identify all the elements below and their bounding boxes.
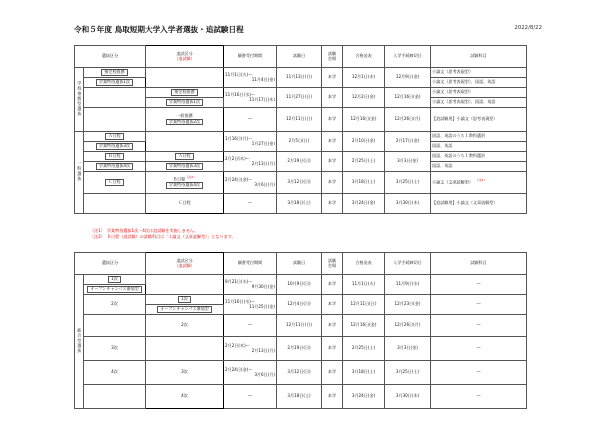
kamoku-cell: 小論文（思考表現型） bbox=[431, 88, 527, 98]
list-item: Ｂ日程 bbox=[84, 152, 146, 162]
tsuishi-cell: Ｂ日程$^{(注2)}$ 学業特待選抜4次 bbox=[146, 172, 224, 194]
tetsuzuki-cell: 3月3日(金) bbox=[385, 152, 431, 172]
shiken-cell: 12月11日(日) bbox=[277, 315, 322, 337]
kaijo-cell: 本学 bbox=[322, 385, 343, 409]
kikan-cell: 2月2日(木)～ 2月13日(月) bbox=[224, 152, 277, 172]
col-gokaku: 合格発表 bbox=[343, 253, 385, 275]
list-item: 3次 bbox=[84, 337, 146, 361]
footnote: （注1） 学業特待選抜1次・4次は追試験を実施しません。 bbox=[90, 228, 199, 233]
shiken-cell: 3月18日(土) bbox=[277, 194, 322, 214]
kikan-cell: 1月16日(月)～ 1月27日(金) bbox=[224, 132, 277, 152]
list-item bbox=[84, 315, 146, 337]
tetsuzuki-cell: 12月16日(金) bbox=[385, 88, 431, 108]
list-item: 学業特待選抜3次 bbox=[84, 142, 146, 152]
kamoku-cell: ― bbox=[431, 361, 527, 385]
shiken-cell: 3月18日(土) bbox=[277, 385, 322, 409]
kaijo-cell: 本学 bbox=[322, 194, 343, 214]
list-item: 学業特待選抜1次 bbox=[84, 78, 146, 88]
kaijo-cell: 本学 bbox=[322, 152, 343, 172]
tsuishi-cell bbox=[146, 132, 224, 152]
tetsuzuki-cell: 3月30日(木) bbox=[385, 194, 431, 214]
shiken-cell: 12月11日(日) bbox=[277, 108, 322, 132]
tetsuzuki-cell: 3月3日(金) bbox=[385, 337, 431, 361]
tsuishi-cell: オープンキャンパス参加型 bbox=[146, 305, 224, 315]
tsuishi-cell: Ｃ日程 bbox=[146, 194, 224, 214]
col-kamoku: 試験科目 bbox=[431, 253, 527, 275]
gokaku-cell: 11月1日(火) bbox=[343, 275, 385, 295]
group-label: 総合型選抜 bbox=[75, 275, 84, 409]
gokaku-cell: 3月24日(金) bbox=[343, 194, 385, 214]
list-item: Ａ日程 bbox=[84, 132, 146, 142]
tetsuzuki-cell: 3月30日(木) bbox=[385, 385, 431, 409]
shiken-cell: 12月4日(日) bbox=[277, 295, 322, 315]
col-kikan: 願書受付期間 bbox=[224, 253, 277, 275]
col-tsuishi: 追試区分 （追試験） bbox=[146, 253, 224, 275]
kikan-cell: 11月16日(水)～ 11月17日(木) bbox=[224, 88, 277, 108]
kaijo-cell: 本学 bbox=[322, 68, 343, 88]
kaijo-cell: 本学 bbox=[322, 337, 343, 361]
list-item bbox=[84, 194, 146, 214]
group-label: 学校推薦型選抜 bbox=[75, 68, 84, 132]
page-title: 令和５年度 鳥取短期大学入学者選抜・追試験日程 bbox=[74, 25, 244, 34]
gokaku-cell: 12月16日(金) bbox=[343, 108, 385, 132]
list-item: オープンキャンパス参加型 bbox=[84, 285, 146, 295]
col-tetsuzuki: 入学手続締切日 bbox=[385, 46, 431, 68]
tsuishi-cell: 2次 bbox=[146, 315, 224, 337]
kaijo-cell: 本学 bbox=[322, 172, 343, 194]
gokaku-cell: 12月1日(木) bbox=[343, 68, 385, 88]
gokaku-cell: 3月18日(土) bbox=[343, 361, 385, 385]
col-kamoku: 試験科目 bbox=[431, 46, 527, 68]
kikan-cell: 11月1日(火)～ 11月4日(金) bbox=[224, 68, 277, 88]
kamoku-cell: ― bbox=[431, 315, 527, 337]
kikan-cell: 9月21日(水)～ 9月30日(金) bbox=[224, 275, 277, 295]
schedule-table-recommendation-general bbox=[74, 45, 527, 214]
col-gokaku: 合格発表 bbox=[343, 46, 385, 68]
kamoku-cell: 国語、英語のうち１教科選択 bbox=[431, 132, 527, 142]
shiken-cell: 11月13日(日) bbox=[277, 68, 322, 88]
group-label: 一般選抜 bbox=[75, 132, 84, 214]
col-tetsuzuki: 入学手続締切日 bbox=[385, 253, 431, 275]
kaijo-cell: 本学 bbox=[322, 295, 343, 315]
kamoku-cell: 国語、英語 bbox=[431, 142, 527, 152]
kaijo-cell: 本学 bbox=[322, 315, 343, 337]
kaijo-cell: 本学 bbox=[322, 132, 343, 152]
kikan-cell: ― bbox=[224, 194, 277, 214]
kaijo-cell: 本学 bbox=[322, 108, 343, 132]
kikan-cell: 2月2日(木)～ 2月13日(月) bbox=[224, 337, 277, 361]
kamoku-cell: ― bbox=[431, 337, 527, 361]
list-item: 指定校推薦 bbox=[84, 68, 146, 78]
kikan-cell: ― bbox=[224, 108, 277, 132]
col-kikan: 願書受付期間 bbox=[224, 46, 277, 68]
shiken-cell: 2月19日(日) bbox=[277, 337, 322, 361]
kikan-cell: ― bbox=[224, 315, 277, 337]
kamoku-cell: 【追試験用】小論文（思考表現型） bbox=[431, 108, 527, 132]
kaijo-cell: 本学 bbox=[322, 361, 343, 385]
tetsuzuki-cell: 11月9日(水) bbox=[385, 275, 431, 295]
tsuishi-cell: 1次 bbox=[146, 295, 224, 305]
kikan-cell: 2月24日(金)～ 3月6日(月) bbox=[224, 361, 277, 385]
shiken-cell: 3月12日(日) bbox=[277, 172, 322, 194]
tetsuzuki-cell: 3月25日(土) bbox=[385, 361, 431, 385]
gokaku-cell: 3月18日(土) bbox=[343, 172, 385, 194]
gokaku-cell: 2月25日(土) bbox=[343, 337, 385, 361]
shiken-cell: 2月19日(日) bbox=[277, 152, 322, 172]
tsuishi-cell: 4次 bbox=[146, 385, 224, 409]
gokaku-cell: 2月10日(金) bbox=[343, 132, 385, 152]
shiken-cell: 2月5日(日) bbox=[277, 132, 322, 152]
tetsuzuki-cell: 12月26日(月) bbox=[385, 108, 431, 132]
col-shiken: 試験日 bbox=[277, 253, 322, 275]
document-date: 2022/8/22 bbox=[514, 25, 542, 31]
kamoku-cell: ― bbox=[431, 385, 527, 409]
tsuishi-cell: Ａ日程 bbox=[146, 152, 224, 162]
kamoku-cell: 小論文（思考表現型） bbox=[431, 68, 527, 78]
col-kubun: 選抜区分 bbox=[75, 253, 146, 275]
kamoku-cell: 小論文（文章読解型） $^{(注2)}$ bbox=[431, 172, 527, 194]
kikan-cell: 11月16日(水)～ 11月25日(金) bbox=[224, 295, 277, 315]
gokaku-cell: 12月2日(金) bbox=[343, 88, 385, 108]
list-item bbox=[84, 385, 146, 409]
gokaku-cell: 3月24日(金) bbox=[343, 385, 385, 409]
tsuishi-cell: 一般推薦 学業特待選抜2次 bbox=[146, 108, 224, 132]
col-kubun: 選抜区分 bbox=[75, 46, 146, 68]
col-kaijo: 試験 会場 bbox=[322, 253, 343, 275]
col-tsuishi: 追試区分 （追試験） bbox=[146, 46, 224, 68]
tsuishi-cell: 3次 bbox=[146, 361, 224, 385]
tsuishi-cell bbox=[146, 275, 224, 295]
list-item bbox=[84, 108, 146, 132]
col-shiken: 試験日 bbox=[277, 46, 322, 68]
list-item bbox=[84, 88, 146, 108]
tsuishi-cell: 学業特待選抜1次 bbox=[146, 98, 224, 108]
tetsuzuki-cell: 2月17日(金) bbox=[385, 132, 431, 152]
gokaku-cell: 12月16日(金) bbox=[343, 315, 385, 337]
kamoku-cell: 小論文（思考表現型）、国語、英語 bbox=[431, 98, 527, 108]
tsuishi-cell bbox=[146, 68, 224, 88]
kamoku-cell: ― bbox=[431, 275, 527, 295]
list-item: 2次 bbox=[84, 295, 146, 315]
kaijo-cell: 本学 bbox=[322, 88, 343, 108]
gokaku-cell: 2月25日(土) bbox=[343, 152, 385, 172]
list-item: 学業特待選抜4次 bbox=[84, 162, 146, 172]
schedule-table-comprehensive bbox=[74, 252, 527, 409]
list-item: 1次 bbox=[84, 275, 146, 285]
kaijo-cell: 本学 bbox=[322, 275, 343, 295]
list-item: 4次 bbox=[84, 361, 146, 385]
kamoku-cell: 国語、英語 bbox=[431, 162, 527, 172]
gokaku-cell: 12月11日(日) bbox=[343, 295, 385, 315]
kamoku-cell: ― bbox=[431, 295, 527, 315]
tetsuzuki-cell: 12月9日(金) bbox=[385, 68, 431, 88]
kikan-cell: 2月24日(金)～ 3月6日(月) bbox=[224, 172, 277, 194]
kamoku-cell: 【追試験用】小論文（文章読解型） bbox=[431, 194, 527, 214]
tetsuzuki-cell: 12月23日(金) bbox=[385, 295, 431, 315]
kamoku-cell: 国語、英語のうち１教科選択 bbox=[431, 152, 527, 162]
shiken-cell: 10月9日(日) bbox=[277, 275, 322, 295]
footnote: （注2） Ｂ日程（追試験）の試験科目は「小論文（文章読解型）」となります。 bbox=[90, 233, 236, 239]
tsuishi-cell: 指定校推薦 bbox=[146, 88, 224, 98]
tsuishi-cell bbox=[146, 337, 224, 361]
tsuishi-cell: 学業特待選抜3次 bbox=[146, 162, 224, 172]
tetsuzuki-cell: 3月25日(土) bbox=[385, 172, 431, 194]
col-kaijo: 試験 会場 bbox=[322, 46, 343, 68]
shiken-cell: 3月12日(日) bbox=[277, 361, 322, 385]
footnotes bbox=[90, 228, 236, 239]
kikan-cell: ― bbox=[224, 385, 277, 409]
list-item: Ｃ日程 bbox=[84, 172, 146, 194]
kamoku-cell: 小論文（思考表現型）、国語、英語 bbox=[431, 78, 527, 88]
shiken-cell: 11月27日(日) bbox=[277, 88, 322, 108]
tetsuzuki-cell: 12月26日(月) bbox=[385, 315, 431, 337]
